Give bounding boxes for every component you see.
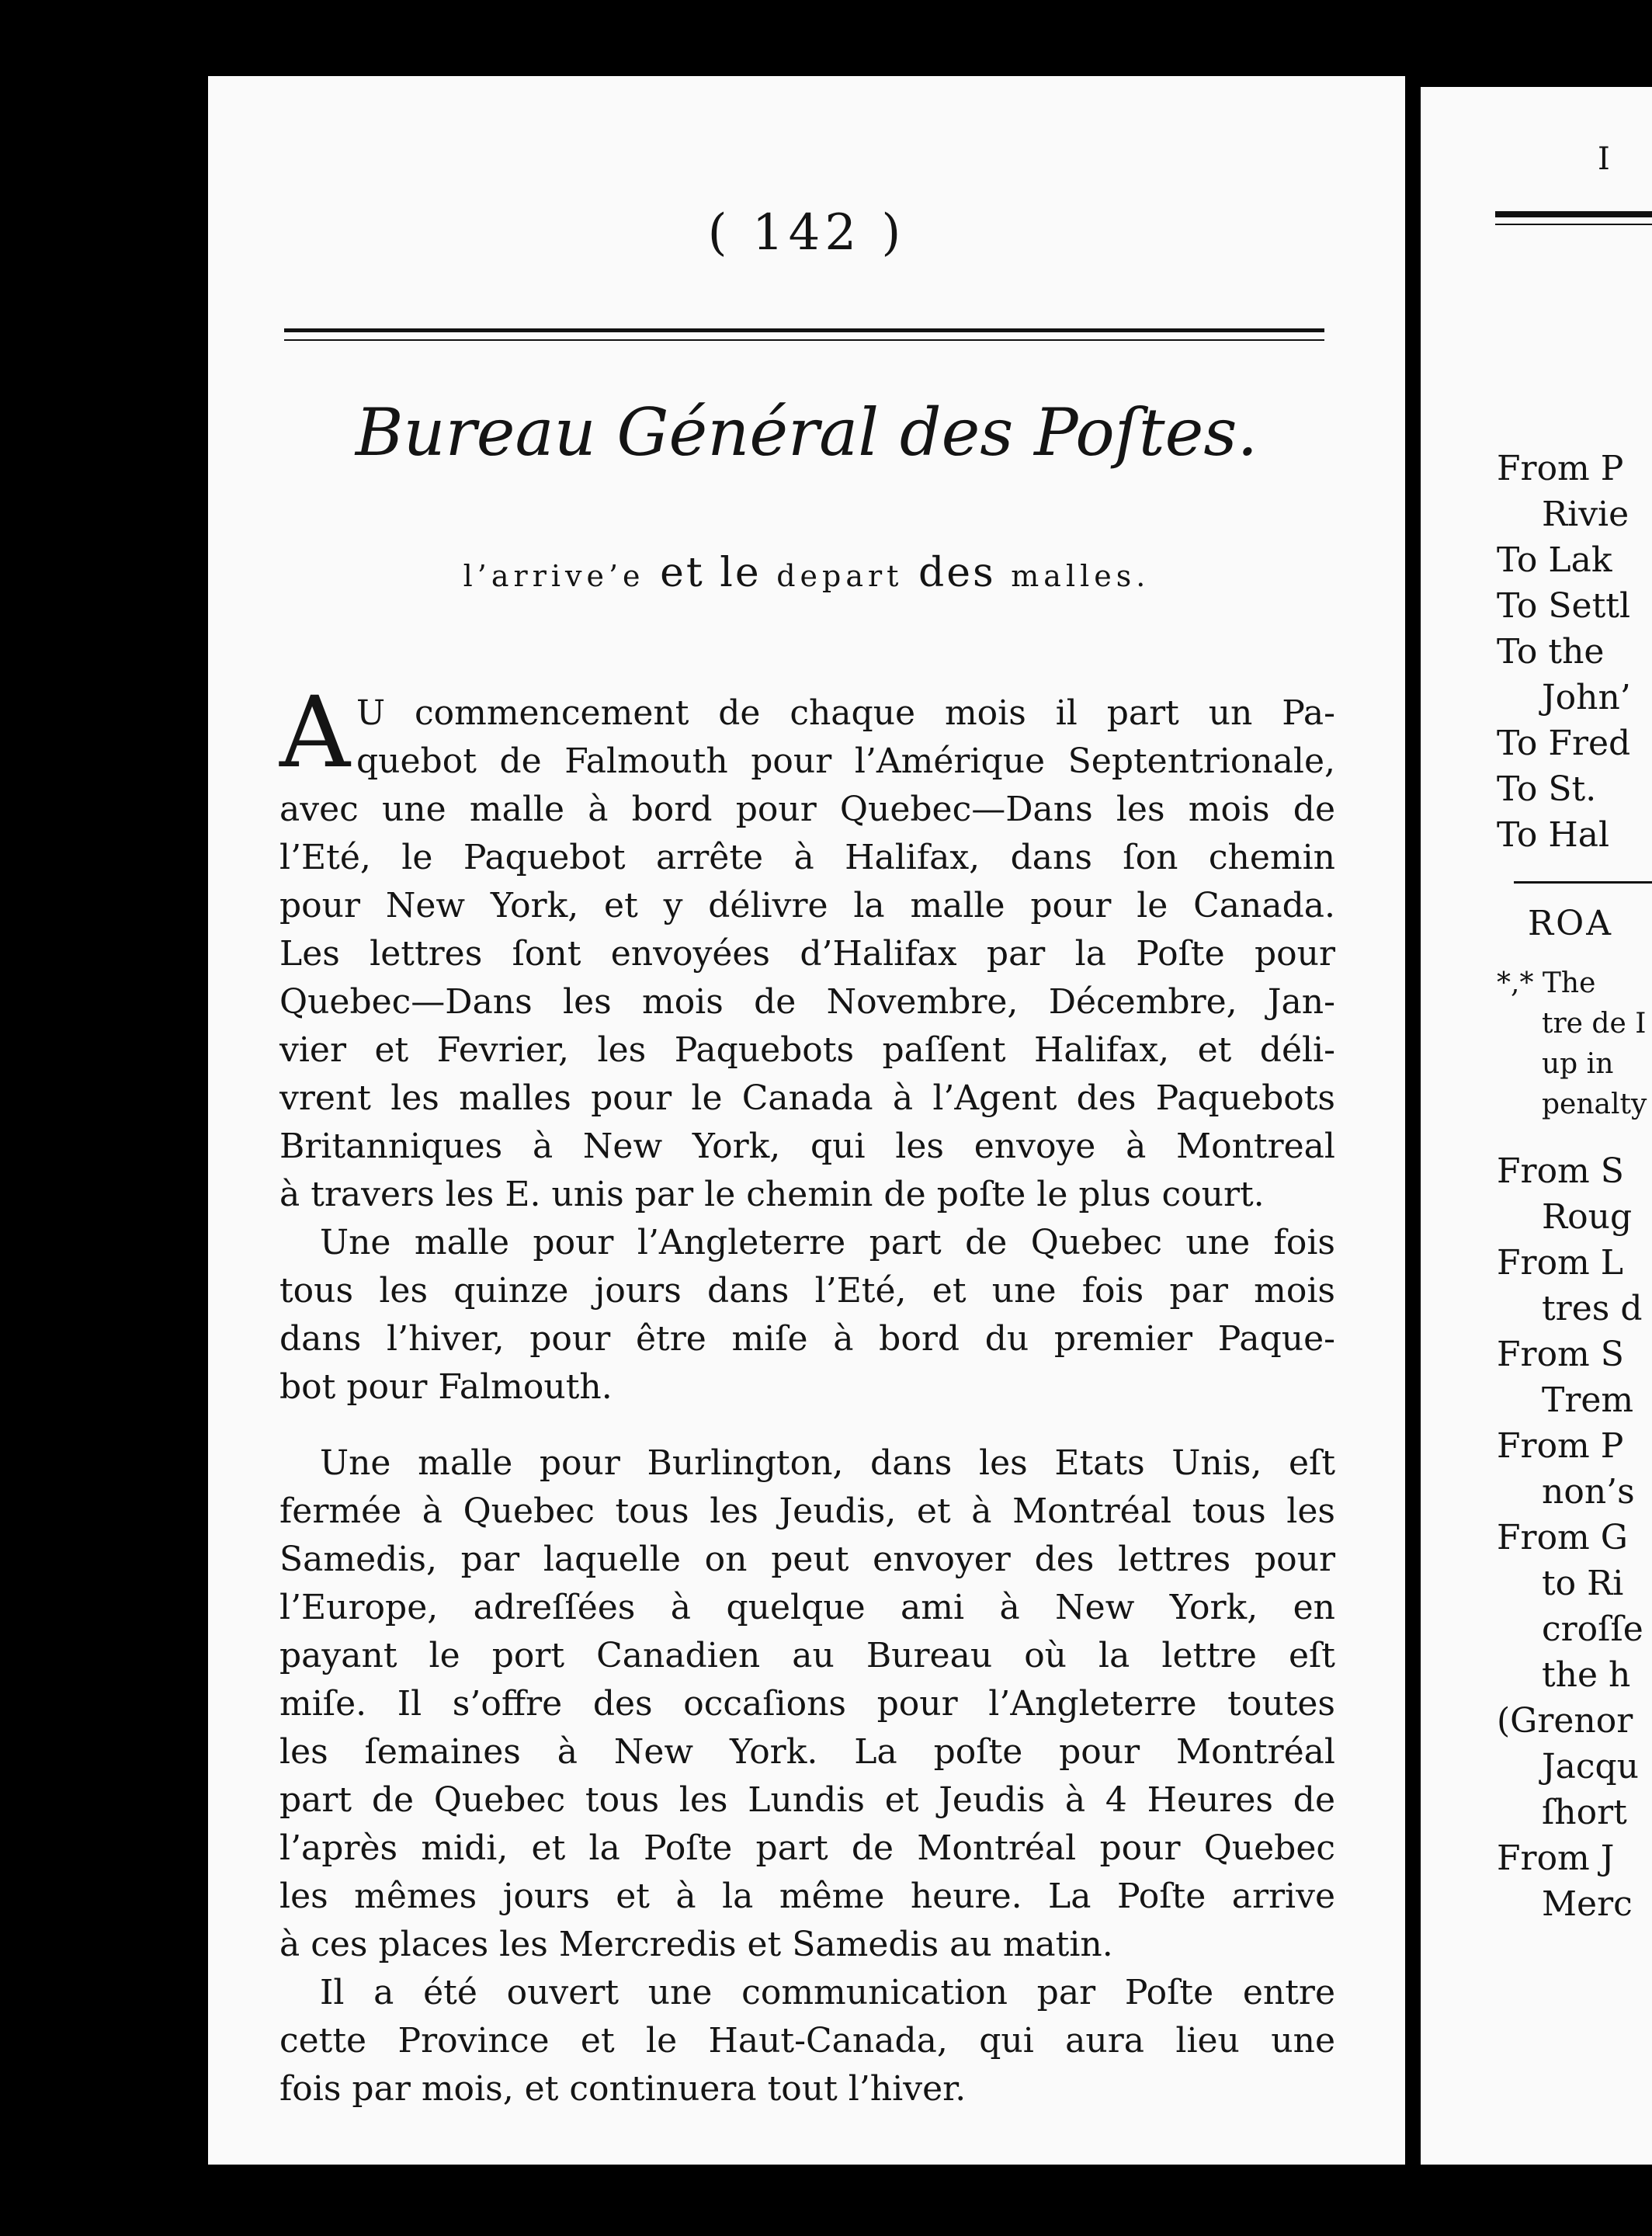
left-page	[208, 76, 1411, 2165]
text-line: Quebec—Dans les mois de Novembre, Décembre, Jan-	[279, 982, 1335, 1022]
subtitle-part: des	[918, 550, 996, 596]
right-page-line: Rivie	[1542, 495, 1629, 534]
paragraph	[279, 1439, 1335, 1969]
paragraph	[279, 675, 1335, 1219]
right-header-rule-thin	[1495, 224, 1652, 225]
text-line: payant le port Canadien au Bureau où la lettre eſt	[279, 1636, 1335, 1675]
right-page-line: To St.	[1497, 769, 1597, 809]
right-page-line: From P	[1497, 449, 1624, 488]
right-page-line: non’s	[1542, 1472, 1635, 1512]
text-line: pour New York, et y délivre la malle pour le Canada.	[279, 886, 1335, 925]
subtitle-part: et le	[660, 550, 762, 596]
right-page-line: To Fred	[1497, 724, 1631, 763]
paragraph	[279, 1969, 1335, 2113]
text-line: l’après midi, et la Poſte part de Montréal pour Quebec	[279, 1828, 1335, 1868]
text-line: bot pour Falmouth.	[279, 1367, 613, 1407]
header-rule-thick	[284, 328, 1324, 332]
right-page-line: the h	[1542, 1655, 1631, 1695]
text-line: vier et Fevrier, les Paquebots paſſent Halifax, et déli-	[279, 1030, 1335, 1070]
body-text	[279, 675, 1335, 2113]
text-line: Les lettres ſont envoyées d’Halifax par la Poſte pour	[279, 934, 1335, 974]
right-page-line: To Hal	[1497, 815, 1610, 855]
page-gutter	[1405, 76, 1421, 2165]
right-page-line: From L	[1497, 1243, 1623, 1283]
page-number: ( 142 )	[707, 204, 906, 262]
text-line: part de Quebec tous les Lundis et Jeudis à 4 Heures de	[279, 1780, 1335, 1820]
text-line: l’Eté, le Paquebot arrête à Halifax, dans ſon chemin	[279, 838, 1335, 877]
text-line: avec une malle à bord pour Quebec—Dans les mois de	[279, 790, 1335, 829]
right-page-column	[1497, 446, 1652, 1927]
right-gap	[1497, 1125, 1652, 1148]
right-page-line: Trem	[1542, 1380, 1634, 1420]
text-line: cette Province et le Haut-Canada, qui aura lieu une	[279, 2021, 1335, 2061]
text-line: Une malle pour Burlington, dans les Etats Unis, eſt	[320, 1443, 1335, 1483]
right-page-line: From G	[1497, 1518, 1628, 1557]
text-line: U commencement de chaque mois il part un Pa-	[356, 693, 1335, 733]
subtitle-part: l’arrive’e	[463, 559, 645, 593]
text-line: à ces places les Mercredis et Samedis au matin.	[279, 1925, 1113, 1964]
right-page-line: From P	[1497, 1426, 1624, 1466]
text-line: vrent les malles pour le Canada à l’Agent des Paquebots	[279, 1078, 1335, 1118]
text-line: les mêmes jours et à la même heure. La Poſte arrive	[279, 1877, 1335, 1916]
text-line: miſe. Il s’offre des occaſions pour l’Angleterre toutes	[279, 1684, 1335, 1724]
text-line: à travers les E. unis par le chemin de poſte le plus court.	[279, 1175, 1265, 1214]
text-line: Samedis, par laquelle on peut envoyer des lettres pour	[279, 1540, 1335, 1579]
header-rule-thin	[284, 339, 1324, 341]
right-page-line: *,* The	[1497, 967, 1596, 999]
text-line: Il a été ouvert une communication par Poſte entre	[320, 1973, 1335, 2012]
drop-cap: A	[279, 675, 350, 790]
right-page-line: John’	[1542, 678, 1631, 717]
right-page-line: Jacqu	[1542, 1747, 1640, 1786]
right-page-line: ſhort	[1542, 1793, 1627, 1832]
text-line: les ſemaines à New York. La poſte pour Montréal	[279, 1732, 1335, 1772]
right-page-line: tre de I	[1542, 1008, 1647, 1040]
right-section-rule	[1514, 881, 1652, 884]
right-page-line: From S	[1497, 1335, 1624, 1374]
right-page-line: penalty	[1542, 1088, 1647, 1120]
text-line: fermée à Quebec tous les Jeudis, et à Montréal tous les	[279, 1491, 1335, 1531]
right-page-line: tres d	[1542, 1289, 1643, 1328]
right-page-line: up in	[1542, 1048, 1614, 1080]
right-page-line: To the	[1497, 632, 1605, 672]
paragraph	[279, 1219, 1335, 1411]
subtitle-part: malles.	[1011, 559, 1150, 593]
right-section-heading: ROA	[1528, 904, 1613, 943]
right-page-line: to Ri	[1542, 1564, 1624, 1603]
paragraph-gap	[279, 1411, 1335, 1439]
right-page-line: (Grenor	[1497, 1701, 1633, 1741]
text-line: fois par mois, et continuera tout l’hiver.	[279, 2069, 967, 2109]
right-page-line: croſſe	[1542, 1609, 1643, 1649]
right-page-line: From S	[1497, 1151, 1624, 1191]
page-subtitle	[208, 550, 1405, 596]
subtitle-part: depart	[776, 559, 904, 593]
right-page-line: To Settl	[1497, 586, 1631, 626]
right-header-rule-thick	[1495, 211, 1652, 217]
text-line: tous les quinze jours dans l’Eté, et une fois par mois	[279, 1271, 1335, 1311]
right-page-line: From J	[1497, 1838, 1615, 1878]
right-page-mark: I	[1598, 141, 1610, 177]
text-line: Britanniques à New York, qui les envoye à Montreal	[279, 1127, 1335, 1166]
page-title: Bureau Général des Poſtes.	[355, 394, 1258, 470]
right-page-line: Roug	[1542, 1197, 1633, 1237]
text-line: dans l’hiver, pour être miſe à bord du premier Paque-	[279, 1319, 1335, 1359]
text-line: quebot de Falmouth pour l’Amérique Septentrionale,	[356, 741, 1335, 781]
text-line: l’Europe, adreſſées à quelque ami à New York, en	[279, 1588, 1335, 1627]
right-page	[1421, 87, 1652, 2165]
text-line: Une malle pour l’Angleterre part de Quebec une fois	[320, 1223, 1335, 1262]
right-page-line: Merc	[1542, 1884, 1633, 1924]
right-page-line: To Lak	[1497, 540, 1612, 580]
